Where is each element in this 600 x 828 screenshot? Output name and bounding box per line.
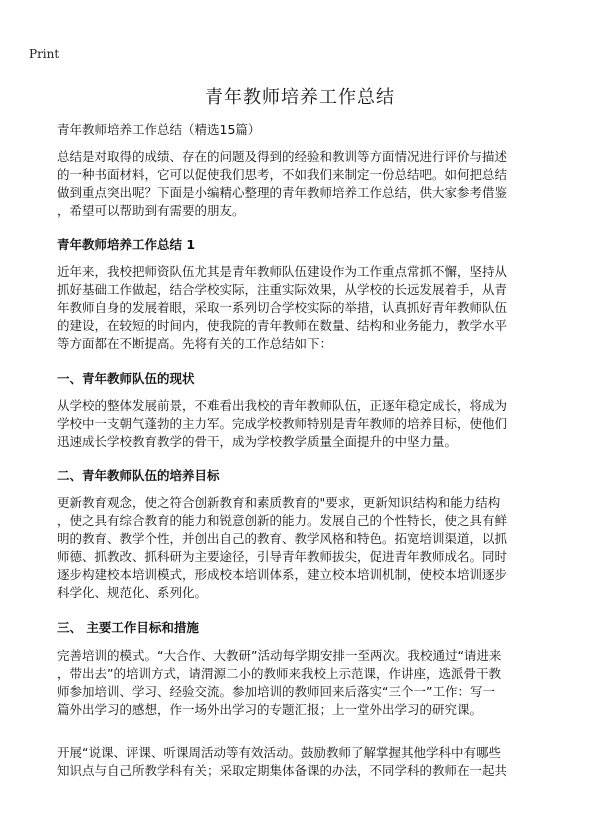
text-line: 从学校的整体发展前景，不难看出我校的青年教师队伍，正逐年稳定成长，将成为 bbox=[57, 398, 508, 413]
text-line: 的一种书面材料，它可以促使我们思考，不如我们来制定一份总结吧。如何把总结 bbox=[57, 167, 508, 182]
document-subtitle: 青年教师培养工作总结（精选15篇） bbox=[57, 122, 261, 137]
paragraph-4 bbox=[57, 744, 547, 780]
paragraph-3 bbox=[57, 647, 547, 719]
text-line: 学校中一支朝气蓬勃的主力军。完成学校教师特别是青年教师的培养目标，使他们 bbox=[57, 416, 508, 431]
paragraph-2 bbox=[57, 494, 547, 602]
text-line: 迅速成长学校教育教学的骨干，成为学校教学质量全面提升的中坚力量。 bbox=[57, 434, 458, 449]
text-line: 知识点与自己所教学科有关；采取定期集体备课的办法，不同学科的教师在一起共 bbox=[57, 763, 508, 778]
text-line: 明的教育、教学个性，并创出自己的教育、教学风格和特色。拓宽培训渠道，以抓 bbox=[57, 531, 508, 546]
heading-3: 三、 主要工作目标和措施 bbox=[57, 620, 199, 635]
text-line: ，使之具有综合教育的能力和锐意创新的能力。发展自己的个性特长，使之具有鲜 bbox=[57, 513, 508, 528]
print-label[interactable]: Print bbox=[29, 47, 60, 61]
text-line: 师德、抓教改、抓科研为主要途径，引导青年教师拔尖，促进青年教师成名。同时 bbox=[57, 549, 508, 564]
text-line: 年教师自身的发展着眼，采取一系列切合学校实际的举措，认真抓好青年教师队伍 bbox=[57, 300, 508, 315]
intro-paragraph bbox=[57, 148, 547, 220]
text-line: 师参加培训、学习、经验交流。参加培训的教师回来后落实“三个一”工作：写一 bbox=[57, 684, 495, 699]
text-line: 等方面都在不断提高。先将有关的工作总结如下： bbox=[57, 336, 333, 351]
text-line: 近年来，我校把师资队伍尤其是青年教师队伍建设作为工作重点常抓不懈，坚持从 bbox=[57, 264, 508, 279]
text-line: 做到重点突出呢？下面是小编精心整理的青年教师培养工作总结，供大家参考借鉴 bbox=[57, 185, 508, 200]
text-line: 抓好基础工作做起，结合学校实际，注重实际效果，从学校的长远发展着手，从青 bbox=[57, 282, 508, 297]
paragraph-1 bbox=[57, 397, 547, 451]
document-title: 青年教师培养工作总结 bbox=[205, 87, 395, 108]
text-line: 开展“说课、评课、听课周活动等有效活动。鼓励教师了解掌握其他学科中有哪些 bbox=[57, 745, 501, 760]
text-line: 科学化、规范化、系列化。 bbox=[57, 585, 208, 600]
section1-paragraph bbox=[57, 263, 547, 353]
heading-2: 二、青年教师队伍的培养目标 bbox=[57, 468, 220, 483]
section1-title: 青年教师培养工作总结 1 bbox=[57, 237, 196, 252]
text-line: ，希望可以帮助到有需要的朋友。 bbox=[57, 203, 245, 218]
text-line: ，带出去”的培训方式，请渭源二小的教师来我校上示范课，作讲座，选派骨干教 bbox=[57, 666, 501, 681]
text-line: 完善培训的模式。“大合作、大教研”活动每学期安排一至两次。我校通过“请进来 bbox=[57, 648, 502, 663]
text-line: 逐步构建校本培训模式，形成校本培训体系，建立校本培训机制，使校本培训逐步 bbox=[57, 567, 508, 582]
text-line: 篇外出学习的感想，作一场外出学习的专题汇报；上一堂外出学习的研究课。 bbox=[57, 702, 483, 717]
heading-1: 一、青年教师队伍的现状 bbox=[57, 371, 195, 386]
text-line: 更新教育观念，使之符合创新教育和素质教育的"要求，更新知识结构和能力结构 bbox=[57, 495, 501, 510]
text-line: 的建设，在较短的时间内，使我院的青年教师在数量、结构和业务能力，教学水平 bbox=[57, 318, 508, 333]
text-line: 总结是对取得的成绩、存在的问题及得到的经验和教训等方面情况进行评价与描述 bbox=[57, 149, 508, 164]
